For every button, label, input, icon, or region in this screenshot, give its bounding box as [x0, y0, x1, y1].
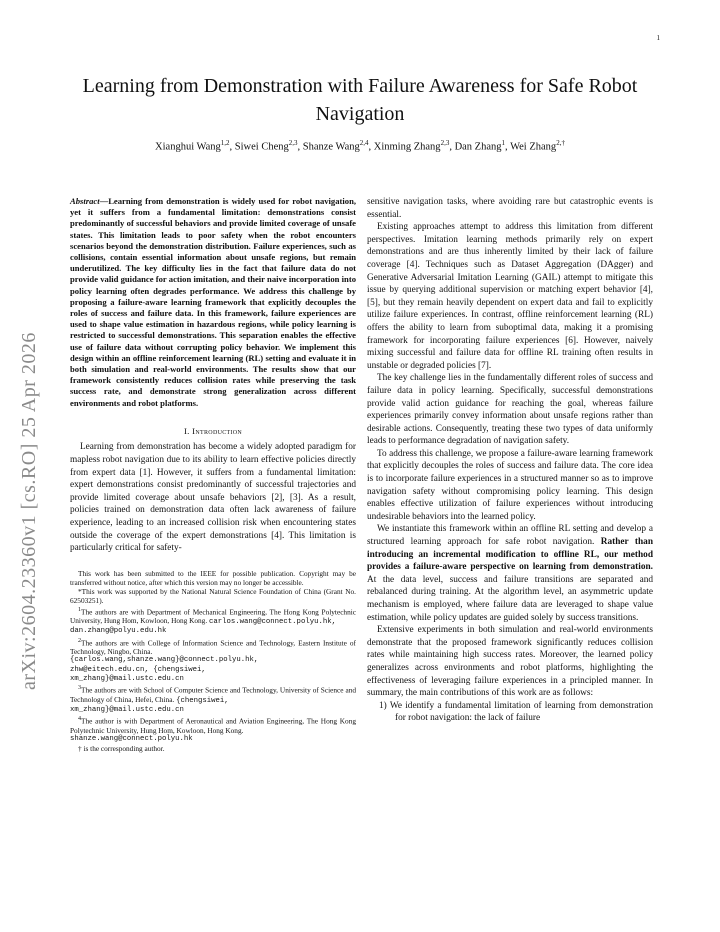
- paper-title: Learning from Demonstration with Failure Awareness for Safe Robot Navigation: [82, 75, 638, 125]
- body-paragraph: sensitive navigation tasks, where avoiding rare but catastrophic events is essential.: [367, 197, 653, 220]
- email: xm_zhang}@mail.ustc.edu.cn: [70, 674, 184, 683]
- footnote-funding: *This work was supported by the National Natural Science Foundation of China (Grant No. 62503251).: [70, 587, 356, 606]
- body-paragraph: Learning from demonstration has become a widely adopted paradigm for mapless robot navigation due to its ability to learn effective policies directly from expert data [1]. However, it suffers from a fundamental limitation: expert demonstrations consist predominantly of successful trajectories and provide limited coverage about unsafe behaviors [2], [3]. As a result, policies trained on demonstration data often lack awareness of failure experience, leading to an increased collision risk when encountering states outside the coverage of the expert demonstrations [4]. This limitation is particularly critical for safety-: [70, 442, 356, 554]
- body-paragraph: We instantiate this framework within an offline RL setting and develop a structured learning approach for safe robot navigation. Rather than introducing an incremental modification to offline RL, our method provides a failure-aware perspective on learning from demonstration. At the data level, success and failure transitions are separated and rebalanced during training. At the algorithm level, an asymmetric update mechanism is employed, where failure data are leveraged to shape value estimation, while policy updates are guided solely by success transitions.: [367, 524, 654, 623]
- emphasis-text: Rather than introducing an incremental modification to offline RL, our method provides a failure-aware perspective on learning from demonstration.: [367, 537, 654, 573]
- author-affiliation: 2,3: [440, 139, 450, 147]
- email: xm_zhang}@mail.ustc.edu.cn: [70, 705, 184, 714]
- right-column: [367, 196, 653, 725]
- email: {carlos.wang,shanze.wang}@connect.polyu.hk,: [70, 656, 259, 665]
- author-affiliation: 2,3: [288, 139, 298, 147]
- email: shanze.wang@connect.polyu.hk: [70, 734, 193, 743]
- author-affiliation: 2,†: [556, 139, 565, 147]
- footnote-submission: This work has been submitted to the IEEE for possible publication. Copyright may be transferred without notice, after which this version may no longer be accessible.: [70, 568, 356, 587]
- footnote-affiliation-3: $^3$The authors are with School of Computer Science and Technology, University of Science and Technology of China, Hefei, China. {chengsiwei, xm_zhang}@mail.ustc.edu.cn: [70, 685, 356, 714]
- section-heading: I. Introduction: [183, 425, 243, 436]
- page-number: 1: [656, 34, 660, 42]
- author: Wei Zhang: [510, 141, 557, 153]
- arxiv-watermark: arXiv:2604.23360v1 [cs.RO] 25 Apr 2026: [18, 332, 40, 690]
- author-list: Xianghui Wang$^{1,2}$, Siwei Cheng$^{2,3}$, Shanze Wang$^{2,4}$, Xinming Zhang$^{2,3}$, Dan Zhang$^1$, Wei Zhang$^{2,\dagger}$: [155, 139, 565, 153]
- author: Dan Zhang: [454, 141, 502, 153]
- email: zhw@eitech.edu.cn, {chengsiwei,: [70, 665, 206, 674]
- body-paragraph: Extensive experiments in both simulation and real-world environments demonstrate that the proposed framework significantly reduces collision rates while maintaining high success rates. Moreover, the learned policy generalizes across environments and robot platforms, highlighting the effectiveness of leveraging failure experiences in a principled manner. In summary, the main contributions of this work are as follows:: [367, 625, 653, 699]
- author: Xinming Zhang: [373, 141, 441, 153]
- left-column: [70, 196, 356, 753]
- author: Siwei Cheng: [234, 141, 289, 153]
- abstract: [70, 196, 356, 409]
- abstract-lead: Abstract: [70, 196, 100, 206]
- author-affiliation: 1: [501, 139, 506, 147]
- author: Shanze Wang: [302, 141, 360, 153]
- footnote-affiliation-4: $^4$The author is with Department of Aeronautical and Aviation Engineering, The Hong Kong Polytechnic University, Hung Hom, Kowloon, Hong Kong. shanze.wang@connect.polyu.hk: [70, 716, 356, 743]
- email: carlos.wang@connect.polyu.hk,: [208, 618, 336, 627]
- footnotes: [70, 569, 356, 754]
- author-affiliation: 2,4: [359, 139, 369, 147]
- author-affiliation: 1,2: [220, 139, 230, 147]
- email: dan.zhang@polyu.edu.hk: [70, 627, 167, 636]
- body-paragraph: Existing approaches attempt to address this limitation from different perspectives. Imitation learning methods primarily rely on expert demonstrations and are thus inherently limited by their lack of failure coverage [4]. Techniques such as Dataset Aggregation (DAgger) and Generative Adversarial Imitation Learning (GAIL) attempt to mitigate this issue by querying additional supervision or matching expert behavior [4], [5], but they remain heavily dependent on expert data and fail to explicitly utilize failure experiences. In contrast, offline reinforcement learning (RL) offers the ability to learn from suboptimal data, making it a promising framework for incorporating failure experiences [6]. However, naively mixing successful and failure data for offline RL training often results in unstable or degraded policies [7].: [367, 222, 653, 371]
- footnote-corresponding: † is the corresponding author.: [78, 744, 165, 754]
- footnote-affiliation-2: $^2$The authors are with College of Information Science and Technology, Eastern Institute of Technology, Ningbo, China. {carlos.wang,shanze.wang}@connect.polyu.hk, zhw@eitech.edu.cn, {chengsiwei, xm_zhang}@mail.ustc.edu.cn: [70, 637, 356, 683]
- body-paragraph: The key challenge lies in the fundamentally different roles of success and failure data in policy learning. Specifically, successful demonstrations provide valid action guidance for reaching the goal, whereas failure experiences primarily convey information about unsafe regions rather than desirable actions. Consequently, treating these two types of data uniformly leads to performance degradation of navigation safety.: [367, 373, 653, 447]
- footnote-affiliation-1: $^1$The authors are with Department of Mechanical Engineering, The Hong Kong Polytechnic University, Hung Hom, Kowloon, Hong Kong. carlos.wang@connect.polyu.hk, dan.zhang@polyu.edu.hk: [70, 606, 356, 636]
- body-paragraph: To address this challenge, we propose a failure-aware learning framework that explicitly decouples the roles of success and failure data. The core idea is to incorporate failure experiences in a structured manner so as to improve navigation safety without compromising policy learning. This design enables effective utilization of failure experiences without introducing undesirable behaviors into the learned policy.: [367, 448, 653, 522]
- email: {chengsiwei,: [176, 696, 229, 705]
- contribution-item: 1) We identify a fundamental limitation of learning from demonstration for robot navigation: the lack of failure: [379, 700, 653, 724]
- abstract-body: —Learning from demonstration is widely used for robot navigation, yet it suffers from a fundamental limitation: demonstrations consist predominantly of successful behaviors and provide limited coverage of unsafe states. This limitation leads to poor safety when the robot encounters scenarios beyond the demonstration distribution. Failure experiences, such as collisions, contain essential information about unsafe regions, but remain underutilized. The key difficulty lies in the fact that failure data do not provide valid guidance for action imitation, and their naive incorporation into policy learning often degrades performance. We address this challenge by proposing a failure-aware learning framework that explicitly decouples the roles of success and failure data. In this framework, failure experiences are used to shape value estimation in hazardous regions, while policy learning is restricted to successful demonstrations. This separation enables the effective use of failure data without corrupting policy behavior. We implement this design within an offline reinforcement learning (RL) setting and evaluate it in both simulation and real-world environments. The results show that our framework consistently reduces collision rates while preserving the task success rate, and demonstrate strong generalization across different environments and robot platforms.: [70, 196, 356, 408]
- author: Xianghui Wang: [155, 141, 221, 153]
